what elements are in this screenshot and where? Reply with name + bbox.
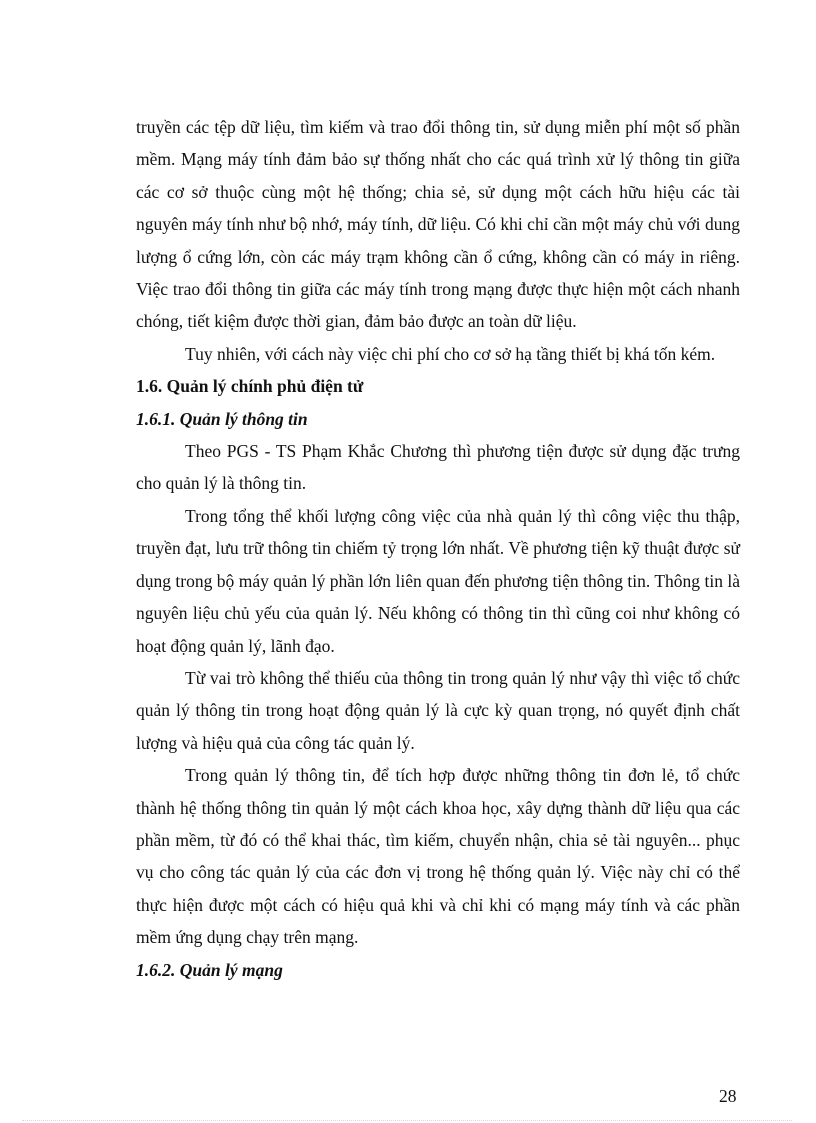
page-bottom-divider bbox=[22, 1120, 792, 1121]
page-number: 28 bbox=[719, 1086, 737, 1106]
paragraph: Trong quản lý thông tin, để tích hợp được những thông tin đơn lẻ, tổ chức thành hệ thống thông tin quản lý một cách khoa học, xây dựng thành dữ liệu qua các phần mềm, từ đó có thể khai thác, tìm kiếm, chuyển nhận, chia sẻ tài nguyên... phục vụ cho công tác quản lý của các đơn vị trong hệ thống quản lý. Việc này chỉ có thể thực hiện được một cách có hiệu quả khi và chỉ khi có mạng máy tính và các phần mềm ứng dụng chạy trên mạng. bbox=[136, 765, 740, 948]
paragraph: Từ vai trò không thể thiếu của thông tin trong quản lý như vậy thì việc tổ chức quản lý thông tin trong hoạt động quản lý là cực kỳ quan trọng, nó quyết định chất lượng và hiệu quả của công tác quản lý. bbox=[136, 667, 740, 753]
section-heading: 1.6. Quản lý chính phủ điện tử bbox=[136, 376, 364, 397]
cost-paragraph: Tuy nhiên, với cách này việc chi phí cho cơ sở hạ tầng thiết bị khá tốn kém. bbox=[185, 343, 716, 364]
paragraph: Theo PGS - TS Phạm Khắc Chương thì phương tiện được sử dụng đặc trưng cho quản lý là thông tin. bbox=[136, 441, 740, 494]
page-content bbox=[136, 111, 740, 986]
subsection-heading-network-management: 1.6.2. Quản lý mạng bbox=[136, 959, 283, 980]
continuation-paragraph: truyền các tệp dữ liệu, tìm kiếm và trao đổi thông tin, sử dụng miễn phí một số phần mềm. Mạng máy tính đảm bảo sự thống nhất cho các quá trình xử lý thông tin giữa các cơ sở thuộc cùng một hệ thống; chia sẻ, sử dụng một cách hữu hiệu các tài nguyên máy tính như bộ nhớ, máy tính, dữ liệu. Có khi chỉ cần một máy chủ với dung lượng ổ cứng lớn, còn các máy trạm không cần ổ cứng, không cần có máy in riêng. Việc trao đổi thông tin giữa các máy tính trong mạng được thực hiện một cách nhanh chóng, tiết kiệm được thời gian, đảm bảo được an toàn dữ liệu. bbox=[136, 117, 740, 332]
subsection-heading-information-management: 1.6.1. Quản lý thông tin bbox=[136, 408, 308, 429]
paragraph: Trong tổng thể khối lượng công việc của nhà quản lý thì công việc thu thập, truyền đạt, lưu trữ thông tin chiếm tỷ trọng lớn nhất. Về phương tiện kỹ thuật được sử dụng trong bộ máy quản lý phần lớn liên quan đến phương tiện thông tin. Thông tin là nguyên liệu chủ yếu của quản lý. Nếu không có thông tin thì cũng coi như không có hoạt động quản lý, lãnh đạo. bbox=[136, 505, 740, 656]
